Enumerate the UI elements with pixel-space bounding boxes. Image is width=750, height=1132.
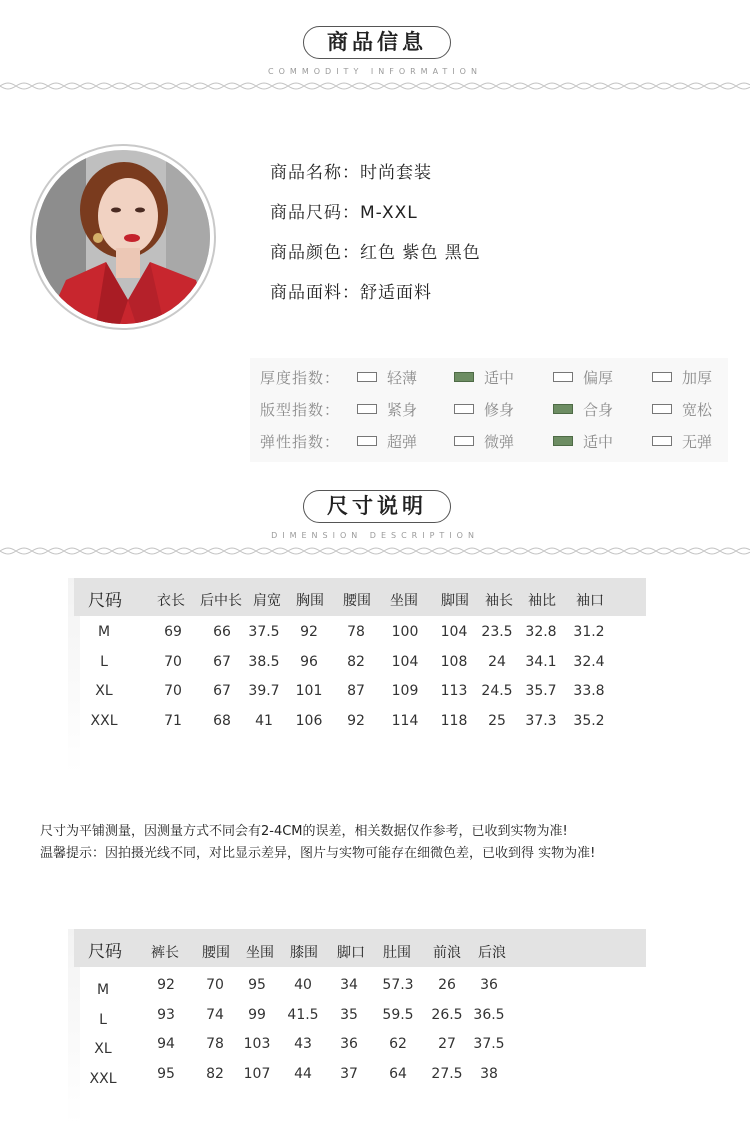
size-header: 尺码 (88, 591, 122, 611)
index-option-label: 无弹 (682, 433, 713, 451)
product-info-label: 商品尺码 (270, 203, 342, 223)
table-cell: 70 (206, 977, 224, 993)
checkbox-unchecked (357, 404, 377, 414)
table-cell: 113 (440, 683, 468, 699)
index-option-label: 合身 (583, 401, 614, 419)
table-cell: 82 (206, 1066, 224, 1082)
checkbox-unchecked (357, 372, 377, 382)
table-cell: 36 (480, 977, 498, 993)
size-cell: XXL (90, 713, 118, 729)
table-cell: 38.5 (248, 654, 280, 670)
product-info-value: 舒适面料 (360, 283, 432, 303)
table-cell: 24.5 (481, 683, 513, 699)
checkbox-checked (454, 372, 474, 382)
size-cell: M (97, 624, 111, 640)
index-label: 版型指数： (260, 401, 341, 419)
product-info-separator: ： (342, 243, 360, 263)
column-header: 腰围 (202, 945, 230, 961)
table-cell: 87 (347, 683, 365, 699)
column-header: 前浪 (433, 945, 461, 961)
table-cell: 68 (213, 713, 231, 729)
table-cell: 70 (164, 654, 182, 670)
table-cell: 78 (206, 1036, 224, 1052)
table-cell: 35.2 (573, 713, 605, 729)
model-photo (36, 150, 210, 324)
table-cell: 99 (248, 1007, 266, 1023)
table-cell: 41.5 (287, 1007, 319, 1023)
wave-divider (0, 546, 750, 556)
column-header: 坐围 (246, 945, 274, 961)
product-info-row (270, 198, 418, 223)
table-cell: 23.5 (481, 624, 513, 640)
table-cell: 66 (213, 624, 231, 640)
column-header: 膝围 (290, 945, 318, 961)
product-info-row (270, 278, 432, 303)
table-cell: 106 (295, 713, 323, 729)
index-option-label: 适中 (484, 369, 515, 387)
column-header: 脚口 (337, 945, 365, 961)
index-label: 弹性指数： (260, 433, 341, 451)
table-cell: 27.5 (431, 1066, 463, 1082)
column-header: 袖比 (528, 593, 556, 609)
column-header: 肚围 (383, 945, 411, 961)
checkbox-checked (553, 404, 573, 414)
table-cell: 64 (389, 1066, 407, 1082)
table-cell: 41 (255, 713, 273, 729)
table-cell: 35.7 (525, 683, 557, 699)
table-cell: 101 (295, 683, 323, 699)
index-option-label: 紧身 (387, 401, 418, 419)
product-info-row (270, 238, 481, 263)
product-info-value: 红色 紫色 黑色 (360, 243, 481, 263)
table-cell: 67 (213, 683, 231, 699)
table-cell: 103 (243, 1036, 271, 1052)
size-header: 尺码 (88, 942, 122, 962)
table-cell: 31.2 (573, 624, 605, 640)
product-info-separator: ： (342, 163, 360, 183)
table-cell: 78 (347, 624, 365, 640)
table-cell: 114 (391, 713, 419, 729)
index-option-label: 宽松 (682, 401, 713, 419)
column-header: 胸围 (296, 593, 324, 609)
table-cell: 39.7 (248, 683, 280, 699)
table-cell: 40 (294, 977, 312, 993)
index-option-label: 加厚 (682, 369, 713, 387)
color-note: 温馨提示：因拍摄光线不同，对比显示差异，图片与实物可能存在细微色差，已收到得 实物为准! (40, 846, 596, 861)
table-cell: 37.5 (248, 624, 280, 640)
table-cell: 96 (300, 654, 318, 670)
product-info-row (270, 158, 432, 183)
size-cell: XL (95, 683, 113, 699)
table-cell: 36.5 (473, 1007, 505, 1023)
table-cell: 70 (164, 683, 182, 699)
table-cell: 104 (391, 654, 419, 670)
table-cell: 93 (157, 1007, 175, 1023)
dimension-subtitle: DIMENSION DESCRIPTION (271, 531, 479, 540)
table-cell: 92 (300, 624, 318, 640)
table-cell: 69 (164, 624, 182, 640)
checkbox-unchecked (454, 436, 474, 446)
table-cell: 74 (206, 1007, 224, 1023)
table-cell: 34.1 (525, 654, 557, 670)
product-info-label: 商品颜色 (270, 243, 342, 263)
size-cell: XXL (89, 1071, 117, 1087)
column-header: 腰围 (343, 593, 371, 609)
table-cell: 25 (488, 713, 506, 729)
column-header: 后浪 (478, 945, 506, 961)
index-option-label: 超弹 (387, 433, 418, 451)
product-info-separator: ： (342, 283, 360, 303)
table-cell: 107 (243, 1066, 271, 1082)
table-cell: 92 (347, 713, 365, 729)
table-cell: 33.8 (573, 683, 605, 699)
table-cell: 67 (213, 654, 231, 670)
column-header: 裤长 (151, 945, 179, 961)
column-header: 后中长 (200, 593, 242, 609)
size-cell: L (99, 1012, 107, 1028)
table-cell: 95 (157, 1066, 175, 1082)
wave-divider (0, 81, 750, 91)
column-header: 袖口 (576, 593, 604, 609)
product-info-separator: ： (342, 203, 360, 223)
table-cell: 44 (294, 1066, 312, 1082)
checkbox-unchecked (454, 404, 474, 414)
table-cell: 37 (340, 1066, 358, 1082)
checkbox-unchecked (357, 436, 377, 446)
table-cell: 34 (340, 977, 358, 993)
checkbox-checked (553, 436, 573, 446)
product-info-label: 商品名称 (270, 163, 342, 183)
size-cell: XL (94, 1041, 112, 1057)
table-cell: 109 (391, 683, 419, 699)
table-cell: 108 (440, 654, 468, 670)
table-cell: 57.3 (382, 977, 414, 993)
product-info-value: M-XXL (360, 203, 418, 223)
table-cell: 27 (438, 1036, 456, 1052)
index-option-label: 偏厚 (583, 369, 614, 387)
size-cell: L (100, 654, 108, 670)
table-cell: 37.3 (525, 713, 557, 729)
table-cell: 35 (340, 1007, 358, 1023)
checkbox-unchecked (652, 404, 672, 414)
product-info-value: 时尚套装 (360, 163, 432, 183)
commodity-info-title: 商品信息 (303, 26, 451, 59)
size-cell: M (96, 982, 110, 998)
product-info-label: 商品面料 (270, 283, 342, 303)
index-option-label: 轻薄 (387, 369, 418, 387)
column-header: 肩宽 (253, 593, 281, 609)
table-cell: 32.8 (525, 624, 557, 640)
index-label: 厚度指数： (260, 369, 341, 387)
checkbox-unchecked (553, 372, 573, 382)
table-cell: 43 (294, 1036, 312, 1052)
table-cell: 36 (340, 1036, 358, 1052)
table-cell: 26 (438, 977, 456, 993)
measurement-note: 尺寸为平铺测量，因测量方式不同会有2-4CM的误差，相关数据仅作参考，已收到实物为准! (40, 824, 568, 839)
table-cell: 24 (488, 654, 506, 670)
column-header: 脚围 (441, 593, 469, 609)
checkbox-unchecked (652, 436, 672, 446)
table-cell: 95 (248, 977, 266, 993)
table-cell: 62 (389, 1036, 407, 1052)
table-cell: 32.4 (573, 654, 605, 670)
commodity-info-subtitle: COMMODITY INFORMATION (268, 67, 482, 76)
dimension-title: 尺寸说明 (303, 490, 451, 523)
table-cell: 94 (157, 1036, 175, 1052)
index-option-label: 微弹 (484, 433, 515, 451)
table-cell: 59.5 (382, 1007, 414, 1023)
index-option-label: 适中 (583, 433, 614, 451)
table-cell: 71 (164, 713, 182, 729)
index-option-label: 修身 (484, 401, 515, 419)
table-cell: 82 (347, 654, 365, 670)
table-cell: 104 (440, 624, 468, 640)
table-cell: 26.5 (431, 1007, 463, 1023)
table-cell: 100 (391, 624, 419, 640)
checkbox-unchecked (652, 372, 672, 382)
table-cell: 37.5 (473, 1036, 505, 1052)
table-cell: 38 (480, 1066, 498, 1082)
table-cell: 92 (157, 977, 175, 993)
column-header: 袖长 (485, 593, 513, 609)
column-header: 衣长 (157, 593, 185, 609)
table-cell: 118 (440, 713, 468, 729)
column-header: 坐围 (390, 593, 418, 609)
